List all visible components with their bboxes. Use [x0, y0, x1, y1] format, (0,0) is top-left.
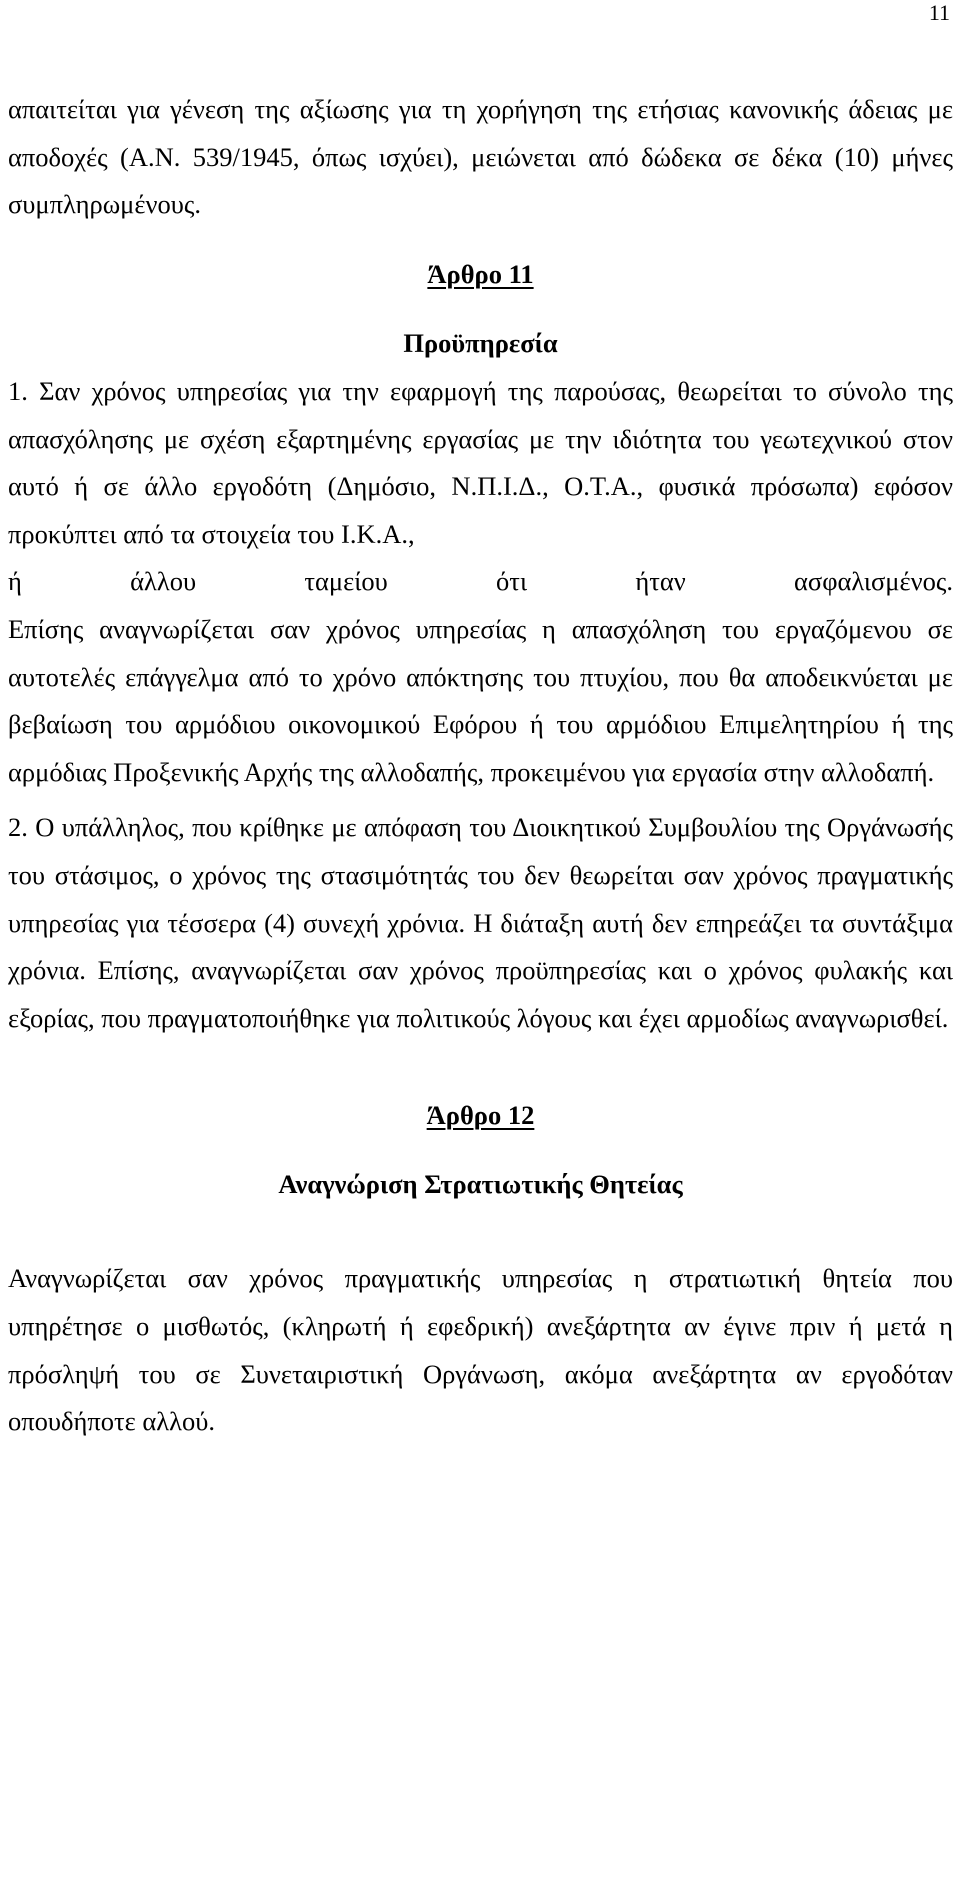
- page-number: 11: [928, 0, 950, 25]
- article-11-paragraph-1: [8, 368, 953, 796]
- article-11-paragraph-1-part-2: ή άλλου ταμείου ότι ήταν ασφαλισμένος.: [8, 566, 953, 597]
- article-10-tail-paragraph: απαιτείται για γένεση της αξίωσης για τη χορήγηση της ετήσιας κανονικής άδειας με αποδοχές (Α.Ν. 539/1945, όπως ισχύει), μειώνεται από δώδεκα σε δέκα (10) μήνες συμπληρωμένους.: [8, 94, 953, 220]
- article-12-heading: Άρθρο 12: [426, 1100, 535, 1131]
- article-11-paragraph-1-part-1: 1. Σαν χρόνος υπηρεσίας για την εφαρμογή της παρούσας, θεωρείται το σύνολο της απασχόλησης με σχέση εξαρτημένης εργασίας με την ιδιότητα του γεωτεχνικού στον αυτό ή σε άλλο εργοδότη (Δημόσιο, Ν.Π.Ι.Δ., Ο.Τ.Α., φυσικά πρόσωπα) εφόσον προκύπτει από τα στοιχεία του Ι.Κ.Α.,: [8, 375, 953, 549]
- article-11-heading: Άρθρο 11: [427, 258, 534, 289]
- article-11-paragraph-1-part-3: Επίσης αναγνωρίζεται σαν χρόνος υπηρεσίας η απασχόληση του εργαζόμενου σε αυτοτελές επάγγελμα από το χρόνο απόκτησης του πτυχίου, που θα αποδεικνύεται με βεβαίωση του αρμόδιου οικονομικού Εφόρου ή του αρμόδιου Επιμελητηρίου ή της αρμόδιας Προξενικής Αρχής της αλλοδαπής, προκειμένου για εργασία στην αλλοδαπή.: [8, 613, 953, 787]
- article-12-title: Αναγνώριση Στρατιωτικής Θητείας: [278, 1168, 683, 1199]
- article-12-paragraph-1: Αναγνωρίζεται σαν χρόνος πραγματικής υπηρεσίας η στρατιωτική θητεία που υπηρέτησε ο μισθωτός, (κληρωτή ή εφεδρική) ανεξάρτητα αν έγινε πριν ή μετά η πρόσληψή του σε Συνεταιριστική Οργάνωση, ακόμα ανεξάρτητα αν εργοδόταν οπουδήποτε αλλού.: [8, 1263, 953, 1437]
- article-11-title: Προϋπηρεσία: [403, 328, 558, 359]
- article-11-paragraph-2: 2. Ο υπάλληλος, που κρίθηκε με απόφαση του Διοικητικού Συμβουλίου της Οργάνωσής του στάσιμος, ο χρόνος της στασιμότητάς του δεν θεωρείται σαν χρόνος πραγματικής υπηρεσίας για τέσσερα (4) συνεχή χρόνια. Η διάταξη αυτή δεν επηρεάζει τα συντάξιμα χρόνια. Επίσης, αναγνωρίζεται σαν χρόνος προϋπηρεσίας και ο χρόνος φυλακής και εξορίας, που πραγματοποιήθηκε για πολιτικούς λόγους και έχει αρμοδίως αναγνωρισθεί.: [8, 812, 953, 1033]
- document-body: [8, 86, 953, 1446]
